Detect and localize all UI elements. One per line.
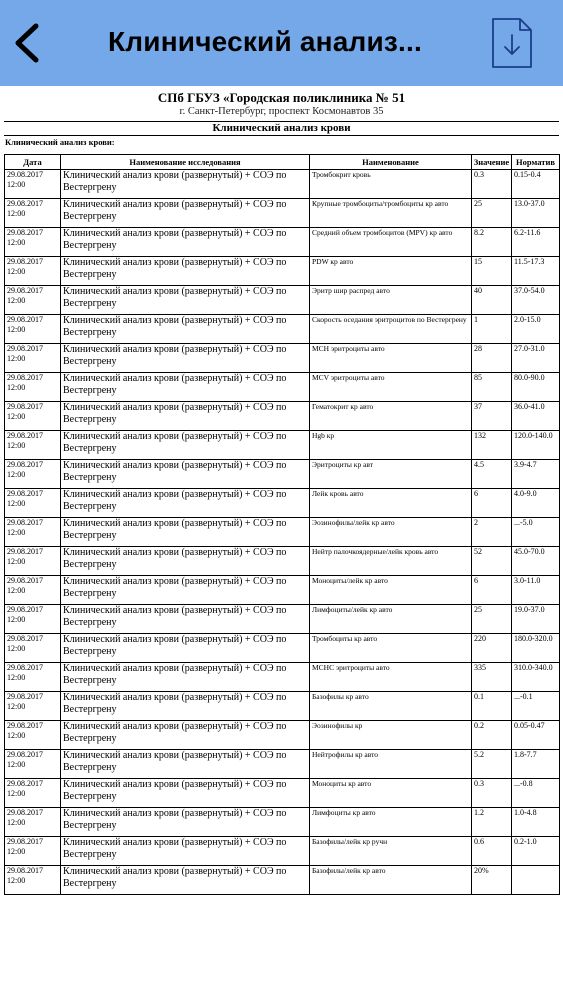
norm-cell: 0.15-0.4	[512, 170, 560, 199]
value-cell: 4.5	[472, 460, 512, 489]
study-cell: Клинический анализ крови (развернутый) + СОЭ по Вестергрену	[61, 576, 310, 605]
date-cell: 29.08.2017 12:00	[5, 634, 61, 663]
study-cell: Клинический анализ крови (развернутый) + СОЭ по Вестергрену	[61, 779, 310, 808]
name-cell: Эозинофилы кр	[310, 721, 472, 750]
norm-cell: 3.0-11.0	[512, 576, 560, 605]
value-cell: 8.2	[472, 228, 512, 257]
study-cell: Клинический анализ крови (развернутый) + СОЭ по Вестергрену	[61, 199, 310, 228]
date-cell: 29.08.2017 12:00	[5, 460, 61, 489]
chevron-left-icon	[8, 20, 48, 66]
date-cell: 29.08.2017 12:00	[5, 750, 61, 779]
name-cell: МСНС эритроциты авто	[310, 663, 472, 692]
value-cell: 15	[472, 257, 512, 286]
date-cell: 29.08.2017 12:00	[5, 489, 61, 518]
table-row	[5, 663, 560, 692]
table-row	[5, 460, 560, 489]
study-cell: Клинический анализ крови (развернутый) + СОЭ по Вестергрену	[61, 228, 310, 257]
norm-cell: 180.0-320.0	[512, 634, 560, 663]
name-cell: Hgb кр	[310, 431, 472, 460]
value-cell: 0.3	[472, 779, 512, 808]
date-cell: 29.08.2017 12:00	[5, 431, 61, 460]
table-row	[5, 257, 560, 286]
norm-cell: ...-0.8	[512, 779, 560, 808]
value-cell: 0.3	[472, 170, 512, 199]
norm-cell: 80.0-90.0	[512, 373, 560, 402]
name-cell: Лейк кровь авто	[310, 489, 472, 518]
document-view[interactable]	[0, 86, 563, 1000]
study-cell: Клинический анализ крови (развернутый) + СОЭ по Вестергрену	[61, 547, 310, 576]
value-cell: 0.2	[472, 721, 512, 750]
name-cell: Моноциты кр авто	[310, 779, 472, 808]
study-cell: Клинический анализ крови (развернутый) + СОЭ по Вестергрену	[61, 721, 310, 750]
name-cell: Тромбоциты кр авто	[310, 634, 472, 663]
norm-cell: 3.9-4.7	[512, 460, 560, 489]
value-cell: 132	[472, 431, 512, 460]
table-row	[5, 286, 560, 315]
value-cell: 40	[472, 286, 512, 315]
date-cell: 29.08.2017 12:00	[5, 779, 61, 808]
date-cell: 29.08.2017 12:00	[5, 605, 61, 634]
table-row	[5, 634, 560, 663]
col-header-date: Дата	[5, 155, 61, 170]
study-cell: Клинический анализ крови (развернутый) + СОЭ по Вестергрену	[61, 315, 310, 344]
date-cell: 29.08.2017 12:00	[5, 518, 61, 547]
table-row	[5, 489, 560, 518]
name-cell: Лимфоциты кр авто	[310, 808, 472, 837]
table-row	[5, 750, 560, 779]
table-row	[5, 315, 560, 344]
norm-cell	[512, 866, 560, 895]
name-cell: PDW кр авто	[310, 257, 472, 286]
date-cell: 29.08.2017 12:00	[5, 228, 61, 257]
value-cell: 335	[472, 663, 512, 692]
study-cell: Клинический анализ крови (развернутый) + СОЭ по Вестергрену	[61, 286, 310, 315]
name-cell: Базофилы кр авто	[310, 692, 472, 721]
date-cell: 29.08.2017 12:00	[5, 837, 61, 866]
value-cell: 20%	[472, 866, 512, 895]
table-row	[5, 866, 560, 895]
study-cell: Клинический анализ крови (развернутый) + СОЭ по Вестергрену	[61, 605, 310, 634]
page-title: Клинический анализ...	[108, 26, 422, 57]
name-cell: Базофилы/лейк кр авто	[310, 866, 472, 895]
name-cell: Нейтр палочкоядерные/лейк кровь авто	[310, 547, 472, 576]
col-header-name: Наименование	[310, 155, 472, 170]
table-row	[5, 170, 560, 199]
table-row	[5, 779, 560, 808]
norm-cell: 120.0-140.0	[512, 431, 560, 460]
norm-cell: 1.8-7.7	[512, 750, 560, 779]
table-row	[5, 837, 560, 866]
date-cell: 29.08.2017 12:00	[5, 866, 61, 895]
results-table	[4, 154, 560, 895]
name-cell: MCV эритроциты авто	[310, 373, 472, 402]
name-cell: МСН эритроциты авто	[310, 344, 472, 373]
norm-cell: 37.0-54.0	[512, 286, 560, 315]
name-cell: Тромбокрит кровь	[310, 170, 472, 199]
study-cell: Клинический анализ крови (развернутый) + СОЭ по Вестергрену	[61, 663, 310, 692]
study-cell: Клинический анализ крови (развернутый) + СОЭ по Вестергрену	[61, 692, 310, 721]
value-cell: 1.2	[472, 808, 512, 837]
file-download-icon	[490, 17, 534, 69]
study-cell: Клинический анализ крови (развернутый) + СОЭ по Вестергрену	[61, 373, 310, 402]
study-cell: Клинический анализ крови (развернутый) + СОЭ по Вестергрену	[61, 257, 310, 286]
value-cell: 85	[472, 373, 512, 402]
value-cell: 25	[472, 605, 512, 634]
norm-cell: 0.2-1.0	[512, 837, 560, 866]
table-row	[5, 518, 560, 547]
value-cell: 28	[472, 344, 512, 373]
value-cell: 5.2	[472, 750, 512, 779]
value-cell: 2	[472, 518, 512, 547]
norm-cell: 2.0-15.0	[512, 315, 560, 344]
norm-cell: 36.0-41.0	[512, 402, 560, 431]
table-row	[5, 721, 560, 750]
table-row	[5, 228, 560, 257]
norm-cell: 19.0-37.0	[512, 605, 560, 634]
date-cell: 29.08.2017 12:00	[5, 663, 61, 692]
table-row	[5, 373, 560, 402]
norm-cell: 45.0-70.0	[512, 547, 560, 576]
name-cell: Нейтрофилы кр авто	[310, 750, 472, 779]
table-row	[5, 199, 560, 228]
study-cell: Клинический анализ крови (развернутый) + СОЭ по Вестергрену	[61, 808, 310, 837]
name-cell: Эозинофилы/лейк кр авто	[310, 518, 472, 547]
study-cell: Клинический анализ крови (развернутый) + СОЭ по Вестергрену	[61, 750, 310, 779]
table-row	[5, 692, 560, 721]
name-cell: Эритроциты кр авт	[310, 460, 472, 489]
name-cell: Средний объем тромбоцитов (MPV) кр авто	[310, 228, 472, 257]
study-cell: Клинический анализ крови (развернутый) + СОЭ по Вестергрену	[61, 402, 310, 431]
table-row	[5, 576, 560, 605]
name-cell: Лимфоциты/лейк кр авто	[310, 605, 472, 634]
date-cell: 29.08.2017 12:00	[5, 286, 61, 315]
value-cell: 1	[472, 315, 512, 344]
table-row	[5, 431, 560, 460]
norm-cell: 310.0-340.0	[512, 663, 560, 692]
study-cell: Клинический анализ крови (развернутый) + СОЭ по Вестергрену	[61, 837, 310, 866]
study-cell: Клинический анализ крови (развернутый) + СОЭ по Вестергрену	[61, 431, 310, 460]
norm-cell: 4.0-9.0	[512, 489, 560, 518]
table-row	[5, 547, 560, 576]
study-cell: Клинический анализ крови (развернутый) + СОЭ по Вестергрену	[61, 866, 310, 895]
value-cell: 37	[472, 402, 512, 431]
back-button[interactable]	[8, 20, 48, 66]
name-cell: Гематокрит кр авто	[310, 402, 472, 431]
study-cell: Клинический анализ крови (развернутый) + СОЭ по Вестергрену	[61, 634, 310, 663]
org-address: г. Санкт-Петербург, проспект Космонавтов 35	[179, 106, 384, 117]
name-cell: Крупные тромбоциты/тромбоциты кр авто	[310, 199, 472, 228]
table-header	[5, 155, 560, 170]
study-cell: Клинический анализ крови (развернутый) + СОЭ по Вестергрену	[61, 170, 310, 199]
study-cell: Клинический анализ крови (развернутый) + СОЭ по Вестергрену	[61, 518, 310, 547]
value-cell: 220	[472, 634, 512, 663]
value-cell: 0.1	[472, 692, 512, 721]
date-cell: 29.08.2017 12:00	[5, 199, 61, 228]
name-cell: Скорость оседания эритроцитов по Вестергрену	[310, 315, 472, 344]
date-cell: 29.08.2017 12:00	[5, 692, 61, 721]
section-label: Клинический анализ крови:	[5, 137, 115, 147]
date-cell: 29.08.2017 12:00	[5, 344, 61, 373]
value-cell: 52	[472, 547, 512, 576]
date-cell: 29.08.2017 12:00	[5, 257, 61, 286]
table-row	[5, 344, 560, 373]
date-cell: 29.08.2017 12:00	[5, 373, 61, 402]
date-cell: 29.08.2017 12:00	[5, 808, 61, 837]
norm-cell: 27.0-31.0	[512, 344, 560, 373]
date-cell: 29.08.2017 12:00	[5, 402, 61, 431]
value-cell: 25	[472, 199, 512, 228]
top-bar	[0, 0, 563, 86]
table-row	[5, 808, 560, 837]
name-cell: Эритр шир распред авто	[310, 286, 472, 315]
table-row	[5, 402, 560, 431]
study-cell: Клинический анализ крови (развернутый) + СОЭ по Вестергрену	[61, 489, 310, 518]
col-header-value: Значение	[472, 155, 512, 170]
col-header-norm: Норматив	[512, 155, 560, 170]
col-header-study: Наименование исследования	[61, 155, 310, 170]
value-cell: 6	[472, 489, 512, 518]
download-button[interactable]	[490, 17, 534, 69]
value-cell: 6	[472, 576, 512, 605]
date-cell: 29.08.2017 12:00	[5, 170, 61, 199]
study-cell: Клинический анализ крови (развернутый) + СОЭ по Вестергрену	[61, 344, 310, 373]
report-title: Клинический анализ крови	[4, 121, 559, 136]
norm-cell: 6.2-11.6	[512, 228, 560, 257]
norm-cell: 11.5-17.3	[512, 257, 560, 286]
norm-cell: ...-0.1	[512, 692, 560, 721]
org-name: СПб ГБУЗ «Городская поликлиника № 51	[157, 90, 406, 105]
date-cell: 29.08.2017 12:00	[5, 721, 61, 750]
norm-cell: 0.05-0.47	[512, 721, 560, 750]
date-cell: 29.08.2017 12:00	[5, 547, 61, 576]
date-cell: 29.08.2017 12:00	[5, 315, 61, 344]
norm-cell: 13.0-37.0	[512, 199, 560, 228]
name-cell: Базофилы/лейк кр ручн	[310, 837, 472, 866]
study-cell: Клинический анализ крови (развернутый) + СОЭ по Вестергрену	[61, 460, 310, 489]
table-row	[5, 605, 560, 634]
name-cell: Моноциты/лейк кр авто	[310, 576, 472, 605]
norm-cell: ...-5.0	[512, 518, 560, 547]
date-cell: 29.08.2017 12:00	[5, 576, 61, 605]
norm-cell: 1.0-4.8	[512, 808, 560, 837]
value-cell: 0.6	[472, 837, 512, 866]
